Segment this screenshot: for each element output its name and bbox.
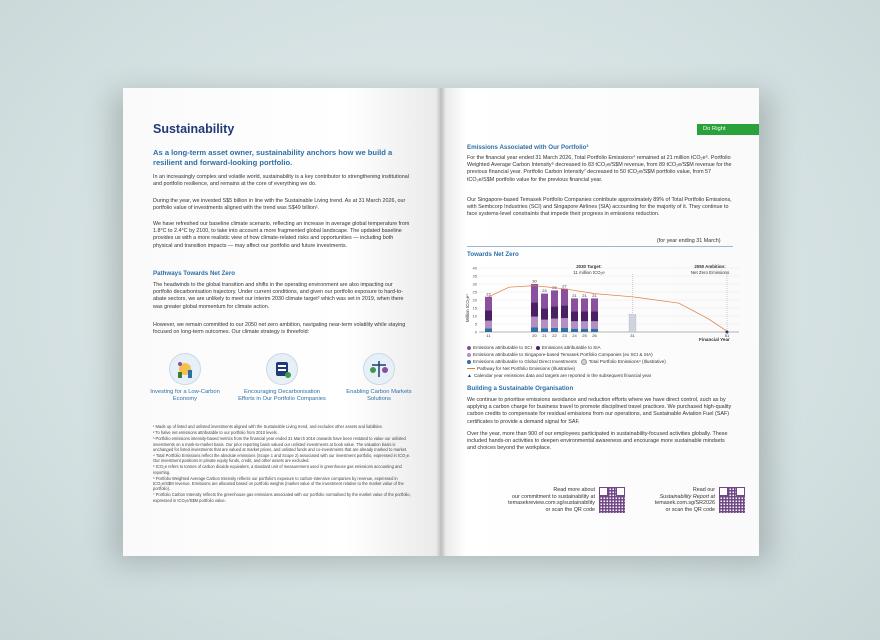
- section-heading: Pathways Towards Net Zero: [153, 270, 236, 277]
- footnote: ⁷ Portfolio Carbon Intensity reflects the greenhouse gas emissions associated with our portfolio normalised by the market value of the portfolio, expressed in tCO₂e/S$M portfolio value.: [153, 492, 411, 503]
- data-label: 26: [552, 284, 557, 290]
- bar-segment: [531, 284, 538, 302]
- data-label: 21: [572, 292, 577, 298]
- strategy-item: [334, 353, 424, 403]
- y-tick-label: 40: [472, 265, 477, 271]
- low-carbon-economy-icon: [169, 353, 201, 385]
- footnote: ⁵ tCO₂e refers to tonnes of carbon dioxide equivalent, a standard unit of measurement used in greenhouse gas emissions accounting and reporting.: [153, 464, 402, 475]
- sustainability-link[interactable]: temasekreview.com.sg/sustainability: [508, 500, 595, 507]
- x-labels: [486, 333, 730, 338]
- bar-segment: [591, 329, 598, 332]
- annotations: [489, 274, 729, 334]
- bar-segment: [551, 290, 558, 306]
- x-tick-label: 24: [572, 333, 577, 338]
- data-label: 21: [582, 292, 587, 298]
- x-tick-label: 20: [532, 333, 537, 338]
- bar-segment: [581, 329, 588, 332]
- sustainability-report-link[interactable]: temasek.com.sg/SR2026: [654, 500, 715, 507]
- data-label: 21: [592, 292, 597, 298]
- pathway-line: [489, 286, 728, 332]
- read-more-block: Read more about our commitment to sustainability at temasekreview.com.sg/sustainability or scan the QR code: [471, 487, 595, 513]
- paragraph: For the financial year ended 31 March 2026, Total Portfolio Emissions⁴ remained at 21 million tCO₂e⁵. Portfolio Weighted Average Carbon Intensity⁶ decreased to 83 tCO₂e/S$M revenue, from 89 tCO₂e/S$M revenue for the previous financial year. Portfolio Carbon Intensity⁷ decreased to 50 tCO₂e/S$M portfolio value, from 57 tCO₂e/S$M portfolio value for the previous financial year.: [467, 155, 732, 183]
- lead-text: As a long-term asset owner, sustainability anchors how we build a resilient and forward-looking portfolio.: [153, 148, 393, 167]
- bar-segment: [581, 298, 588, 311]
- legend-row: [467, 345, 601, 350]
- x-tick-label: 22: [552, 333, 557, 338]
- bar-segment: [581, 311, 588, 321]
- bar-segment: [551, 319, 558, 328]
- footnote: ¹ Made up of listed and unlisted investments aligned with the Sustainable Living trend, and excludes other assets and liabilities.: [153, 424, 383, 429]
- footnote: ⁴ Total Portfolio Emissions reflect the absolute emissions (Scope 1 and Scope 2) associated with our investment portfolio, expressed in tCO₂e. Our investment positions in private equity funds, credit, and other assets are excluded.: [153, 453, 411, 464]
- decarbonisation-icon: [266, 353, 298, 385]
- paragraph: We have refreshed our baseline climate scenario, reflecting an increase in average global temperature from 1.8°C to 2.4°C by 2100, to take into account a more fragmented global landscape. The updated baseline provides us with a more realistic view of how climate-related risks and opportunities — including both physical and transition impacts — may affect our portfolio and future investments.: [153, 221, 410, 249]
- year-note: (for year ending 31 March): [657, 238, 721, 244]
- legend-row: [467, 366, 575, 371]
- paragraph: The headwinds to the global transition and shifts in the operating environment are also impacting our portfolio decarbonisation trajectory. Under current conditions, and given our portfolio exposure to hard-to-abate sectors, we are unlikely to meet our interim 2030 climate target² which was set in 2019, when there was greater global momentum for climate action.: [153, 282, 404, 310]
- legend-label: Calendar year emissions data and targets are reported in the subsequent financial year: [473, 373, 652, 378]
- qr-code-icon: [599, 487, 625, 513]
- y-tick-label: 5: [474, 321, 477, 327]
- bar-segment: [485, 321, 492, 329]
- section-heading: Emissions Associated with Our Portfolio³: [467, 144, 589, 151]
- x-tick-label: 31: [630, 333, 635, 338]
- bar-segment: [541, 294, 548, 309]
- x-tick-label: 23: [562, 333, 567, 338]
- strategy-label: Encouraging Decarbonisation Efforts in Our Portfolio Companies: [238, 389, 326, 402]
- paragraph: However, we remain committed to our 2050 net zero ambition, navigating near-term volatility while staying focused on long-term outcomes. Our climate strategy is threefold:: [153, 322, 406, 336]
- data-label: 27: [562, 283, 567, 289]
- data-label: 22: [486, 291, 491, 297]
- x-tick-label: 25: [582, 333, 587, 338]
- paragraph: During the year, we invested S$5 billion in line with the Sustainable Living trend. As at 31 March 2026, our portfolio value of investments aligned with the trend was S$49 billion¹.: [153, 198, 406, 212]
- bar-segment: [591, 298, 598, 311]
- paragraph: In an increasingly complex and volatile world, sustainability is a key contributor to strengthening institutional and portfolio resilience, and remains at the core of everything we do.: [153, 174, 409, 188]
- bar-segment: [561, 305, 568, 318]
- bar-segment: [561, 318, 568, 328]
- legend-label: Emissions attributable to SCI: [473, 345, 532, 350]
- target-2030-label: 2030 Target: 11 million tCO₂e: [573, 264, 605, 275]
- bar-segment: [541, 308, 548, 320]
- strategy-item: [140, 353, 230, 403]
- bar-segment: [561, 289, 568, 305]
- paragraph: Our Singapore-based Temasek Portfolio Companies contribute approximately 89% of Total Portfolio Emissions, with Sembcorp Industries (SCI) and Singapore Airlines (SIA) accounting for the majority of it. They continue to face systems-level constraints that impede their progress in emissions reduction.: [467, 197, 732, 218]
- paragraph: We continue to prioritise emissions avoidance and reduction efforts where we have direct control, such as by applying a carbon charge for business travel to promote disciplined travel practices. We purchased high-quality carbon credits to compensate for residual emissions from our operations, and Sustainable Aviation Fuel (SAF) certificates to provide a demand signal for SAF.: [467, 397, 732, 425]
- strategy-label: Investing for a Low-Carbon Economy: [150, 389, 220, 402]
- y-tick-label: 20: [472, 297, 477, 303]
- footnote: ⁶ Portfolio Weighted Average Carbon Intensity reflects our portfolio's exposure to carbon-intensive companies by revenue, expressed in tCO₂e/S$M revenue. Emissions are allocated based on portfolio weights (market value of the investment relative to the market value of the portfolio).: [153, 475, 404, 492]
- bar-segment: [485, 328, 492, 332]
- bar-segment: [581, 321, 588, 328]
- bar-segment: [551, 306, 558, 318]
- chart-heading: Towards Net Zero: [467, 251, 519, 258]
- strategy-label: Enabling Carbon Markets Solutions: [346, 389, 412, 402]
- bar-segment: [571, 298, 578, 311]
- legend-row: ▲ Calendar year emissions data and targets are reported in the subsequent financial year: [467, 373, 652, 379]
- qr-code-icon: [719, 487, 745, 513]
- y-tick-label: 0: [474, 329, 477, 335]
- read-more-block: Read our Sustainability Report at temasek.com.sg/SR2026 or scan the QR code: [629, 487, 715, 513]
- bar-segment: [485, 310, 492, 321]
- left-page: [123, 88, 441, 556]
- divider: [467, 246, 733, 247]
- legend-label: Emissions attributable to Global Direct Investments: [473, 359, 577, 365]
- x-tick-label: 11: [486, 333, 491, 338]
- bar-segment: [485, 297, 492, 310]
- bar-segment: [531, 327, 538, 332]
- bar-segment: [531, 302, 538, 316]
- x-axis-label: Financial Year: [699, 337, 730, 342]
- legend-row: [467, 359, 666, 365]
- data-label: 24: [542, 288, 547, 294]
- y-tick-label: 15: [472, 305, 477, 311]
- legend-label: Emissions attributable to SIA: [541, 345, 601, 350]
- bar-segment: [571, 321, 578, 328]
- bar-segment: [541, 320, 548, 328]
- right-page: [441, 88, 759, 556]
- bar-segment: [571, 311, 578, 321]
- y-tick-label: 30: [472, 281, 477, 287]
- data-label: 30: [532, 278, 537, 284]
- legend-label: Emissions attributable to Singapore-based Temasek Portfolio Companies (ex SCI & SIA): [473, 352, 653, 357]
- legend-label: Total Portfolio Emissions⁴ (Illustrative): [588, 359, 666, 365]
- ambition-2050-label: 2050 Ambition: Net Zero Emissions: [690, 264, 730, 275]
- carbon-markets-icon: [363, 353, 395, 385]
- legend-label: Pathway for Net Portfolio Emissions (Illustrative): [477, 366, 576, 371]
- legend-row: [467, 352, 653, 357]
- y-tick-label: 10: [472, 313, 477, 319]
- bar-segment: [551, 328, 558, 332]
- target-2030-bar: [629, 314, 636, 332]
- paragraph: Over the year, more than 900 of our employees participated in sustainability-focused activities globally. These included hands-on activities to deepen environmental awareness and encourage more sustainable mindsets and choices beyond the workplace.: [467, 431, 728, 452]
- section-badge: Do Right: [697, 124, 759, 135]
- footnotes: [153, 424, 413, 504]
- section-heading: Building a Sustainable Organisation: [467, 385, 574, 392]
- bar-segment: [531, 317, 538, 328]
- y-ticks: [473, 266, 739, 335]
- bar-segment: [561, 328, 568, 332]
- footnote: ² To halve net emissions attributable to our portfolio from 2010 levels.: [153, 430, 278, 436]
- x-tick-label: 51: [724, 333, 730, 338]
- y-tick-label: 35: [472, 273, 477, 279]
- ambition-2050-marker: [726, 331, 729, 334]
- y-tick-label: 25: [472, 289, 477, 295]
- bar-segment: [591, 321, 598, 328]
- footnote: ³ Portfolio emissions intensity-based metrics from the financial year ended 31 March 2016 onwards have been restated to value our unlisted investments on a mark-to-market basis. Our prior reporting basis valued our unlisted investments at book value. The valuation basis is unchanged for listed investments that are valued at market prices, and unlisted funds and co-investments that are already marked to market.: [153, 436, 408, 452]
- bar-segment: [591, 311, 598, 321]
- y-axis-label: Million tCO₂e⁴: [465, 293, 470, 323]
- x-tick-label: 21: [542, 333, 547, 338]
- bar-segment: [571, 329, 578, 332]
- book-gutter: [436, 88, 446, 556]
- strategy-item: [237, 353, 327, 403]
- x-tick-label: 26: [592, 333, 597, 338]
- page-title: Sustainability: [153, 122, 235, 136]
- bar-segment: [541, 328, 548, 332]
